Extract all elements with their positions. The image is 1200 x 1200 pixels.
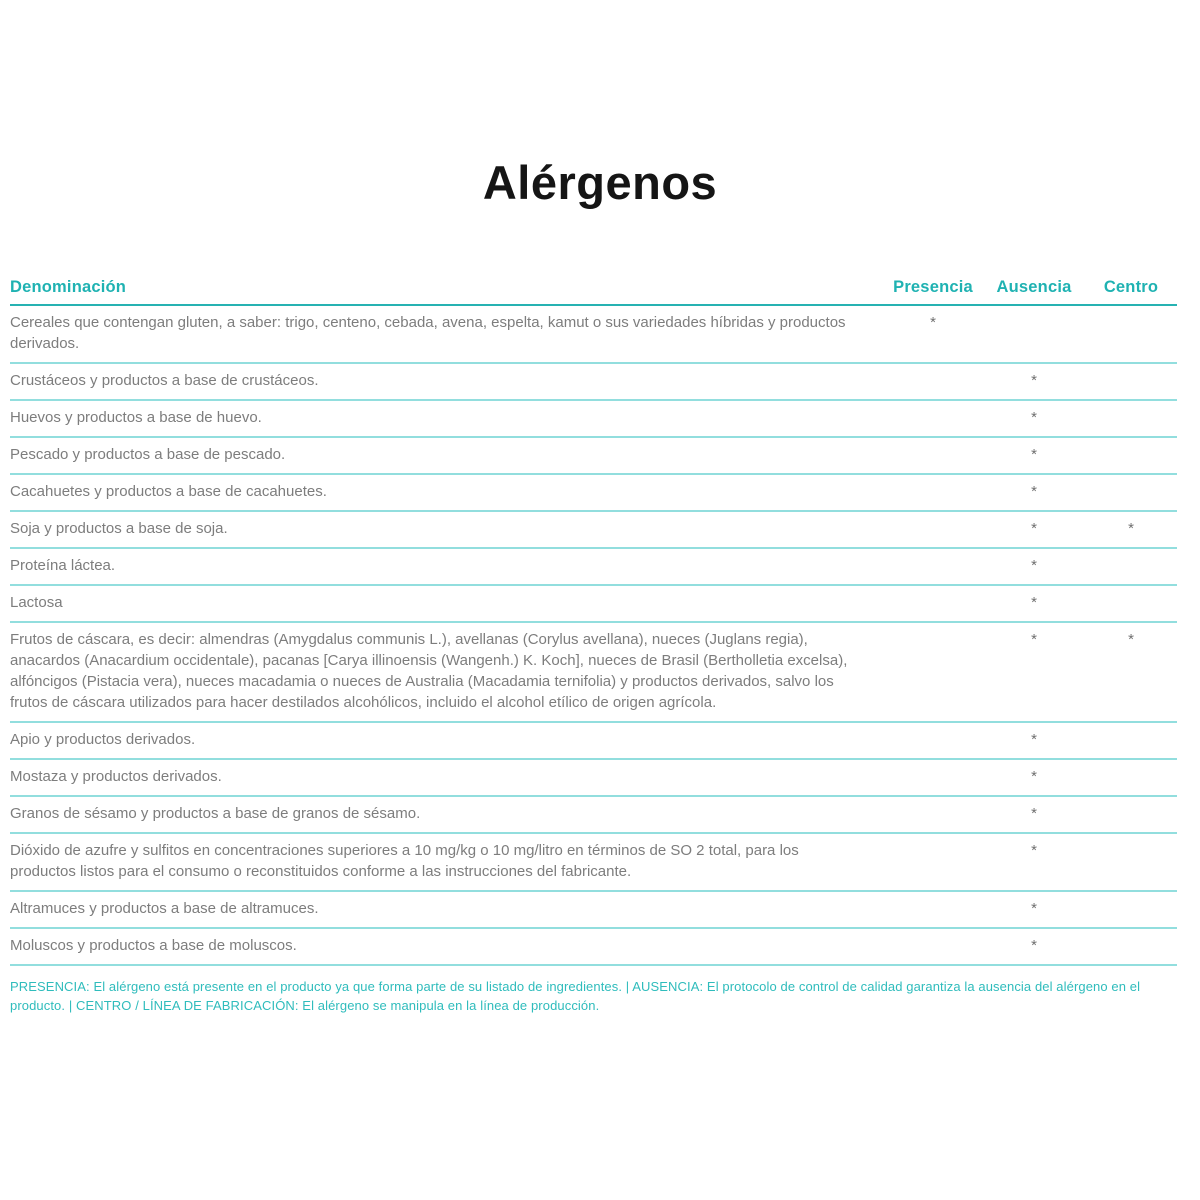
table-body [10,306,1177,966]
row-denomination: Granos de sésamo y productos a base de granos de sésamo. [10,805,421,822]
mark-ausencia: * [1031,483,1037,500]
table-row [10,929,1177,966]
row-denomination: Huevos y productos a base de huevo. [10,409,262,426]
mark-ausencia: * [1031,731,1037,748]
mark-ausencia: * [1031,409,1037,426]
table-row [10,723,1177,760]
column-header-presencia: Presencia [893,278,973,296]
row-denomination: Altramuces y productos a base de altramuces. [10,900,319,917]
mark-ausencia: * [1031,446,1037,463]
mark-ausencia: * [1031,937,1037,954]
mark-ausencia: * [1031,768,1037,785]
table-row [10,797,1177,834]
mark-centro: * [1128,631,1134,648]
row-denomination: Lactosa [10,594,63,611]
mark-ausencia: * [1031,594,1037,611]
table-row [10,512,1177,549]
allergens-table [10,278,1177,966]
table-row [10,892,1177,929]
row-denomination: Dióxido de azufre y sulfitos en concentraciones superiores a 10 mg/kg o 10 mg/litro en términos de SO 2 total, para los productos listos para el consumo o reconstituidos conforme a las instrucciones del fabricante. [10,842,799,880]
mark-ausencia: * [1031,805,1037,822]
row-denomination: Proteína láctea. [10,557,116,574]
table-row [10,364,1177,401]
mark-ausencia: * [1031,557,1037,574]
page-title: Alérgenos [482,156,718,209]
table-row [10,760,1177,797]
table-row [10,623,1177,723]
row-denomination: Cereales que contengan gluten, a saber: trigo, centeno, cebada, avena, espelta, kamut o sus variedades híbridas y productos derivados. [10,314,846,352]
row-denomination: Crustáceos y productos a base de crustáceos. [10,372,319,389]
mark-ausencia: * [1031,520,1037,537]
table-header-row [10,278,1177,306]
row-denomination: Pescado y productos a base de pescado. [10,446,286,463]
table-row [10,834,1177,892]
mark-ausencia: * [1031,631,1037,648]
column-header-denominacion: Denominación [10,278,127,296]
mark-centro: * [1128,520,1134,537]
column-header-centro: Centro [1103,278,1159,296]
row-denomination: Frutos de cáscara, es decir: almendras (Amygdalus communis L.), avellanas (Corylus avellana), nueces (Juglans regia), anacardos (Anacardium occidentale), pacanas [Carya illinoensis (Wangenh.) K. Koch], nueces de Brasil (Bertholletia excelsa), alfóncigos (Pistacia vera), nueces macadamia o nueces de Australia (Macadamia ternifolia) y productos derivados, salvo los frutos de cáscara utilizados para hacer destilados alcohólicos, incluido el alcohol etílico de origen agrícola. [10,631,848,711]
table-row [10,306,1177,364]
row-denomination: Cacahuetes y productos a base de cacahuetes. [10,483,327,500]
table-row [10,549,1177,586]
mark-ausencia: * [1031,900,1037,917]
mark-ausencia: * [1031,372,1037,389]
mark-presencia: * [930,314,936,331]
row-denomination: Moluscos y productos a base de moluscos. [10,937,297,954]
table-row [10,401,1177,438]
row-denomination: Soja y productos a base de soja. [10,520,228,537]
row-denomination: Apio y productos derivados. [10,731,196,748]
row-denomination: Mostaza y productos derivados. [10,768,222,785]
table-row [10,586,1177,623]
table-row [10,438,1177,475]
table-row [10,475,1177,512]
legend-note: PRESENCIA: El alérgeno está presente en el producto ya que forma parte de su listado de ingredientes. | AUSENCIA: El protocolo de control de calidad garantiza la ausencia del alérgeno en el producto. | CENTRO / LÍNEA DE FABRICACIÓN: El alérgeno se manipula en la línea de producción. [10,979,1141,1013]
column-header-ausencia: Ausencia [996,278,1072,296]
mark-ausencia: * [1031,842,1037,859]
